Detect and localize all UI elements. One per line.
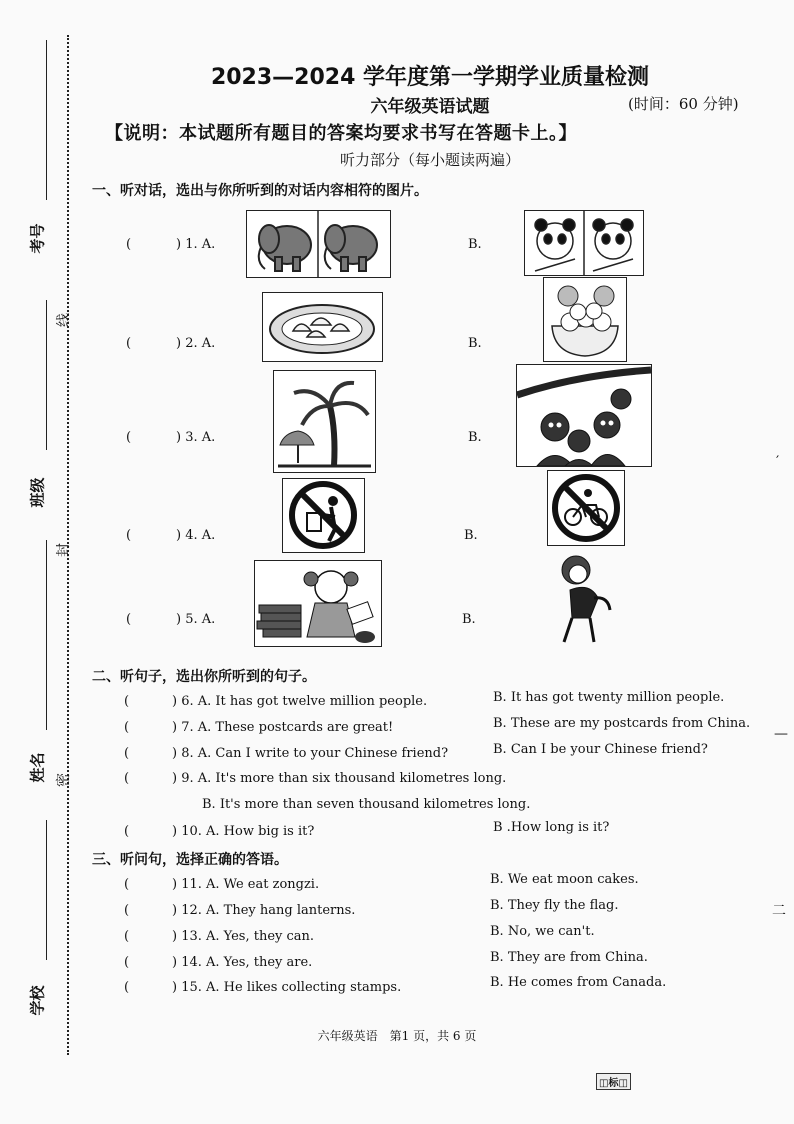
elephant-icon (246, 210, 391, 278)
question-7-option-b: B. These are my postcards from China. (493, 716, 751, 731)
palm-tree-icon (273, 370, 376, 473)
question-10: ) 10. A. How big is it? (172, 824, 315, 839)
listening-heading: 听力部分（每小题读两遍） (339, 151, 520, 169)
answer-paren: ( (124, 877, 130, 892)
question-10-option-b: B .How long is it? (493, 820, 610, 835)
exam-time: (时间：60 分钟) (628, 95, 739, 113)
question-5: ) 5. A. (176, 612, 216, 627)
exam-number-label: 考号 (28, 223, 47, 254)
edge-mark: — (774, 726, 788, 742)
question-1: ) 1. A. (176, 237, 216, 252)
answer-paren: ( (126, 237, 132, 252)
class-rule (46, 300, 47, 450)
question-8: ) 8. A. Can I write to your Chinese friend? (172, 746, 449, 761)
question-11-option-b: B. We eat moon cakes. (490, 872, 639, 887)
option-b-label: B. (468, 237, 482, 252)
answer-paren: ( (126, 430, 132, 445)
school-label: 学校 (28, 985, 47, 1016)
no-cycling-icon (547, 470, 625, 546)
option-b-label: B. (464, 528, 478, 543)
question-3: ) 3. A. (176, 430, 216, 445)
question-4: ) 4. A. (176, 528, 216, 543)
section2-heading: 二、听句子，选出你所听到的句子。 (92, 669, 316, 685)
corner-stamp: ◫标◫ (596, 1073, 631, 1090)
name-rule (46, 540, 47, 730)
tangyuan-icon (543, 277, 627, 362)
seal-char-secret: 密 (56, 773, 72, 787)
question-14: ) 14. A. Yes, they are. (172, 955, 313, 970)
answer-paren: ( (124, 955, 130, 970)
school-rule (46, 820, 47, 960)
answer-paren: ( (124, 929, 130, 944)
option-b-label: B. (462, 612, 476, 627)
question-8-option-b: B. Can I be your Chinese friend? (493, 742, 708, 757)
question-12-option-b: B. They fly the flag. (490, 898, 619, 913)
question-15-option-b: B. He comes from Canada. (490, 975, 667, 990)
seal-char-line: 线 (56, 313, 72, 327)
edge-mark: ′ (776, 454, 780, 470)
answer-paren: ( (124, 771, 130, 786)
panda-icon (524, 210, 644, 276)
option-b-label: B. (468, 336, 482, 351)
question-9: ) 9. A. It's more than six thousand kilometres long. (172, 771, 507, 786)
section1-heading: 一、听对话，选出与你所听到的对话内容相符的图片。 (92, 183, 428, 199)
section3-heading: 三、听问句，选择正确的答语。 (92, 852, 288, 868)
question-7: ) 7. A. These postcards are great! (172, 720, 394, 735)
question-14-option-b: B. They are from China. (490, 950, 648, 965)
monkeys-icon (516, 364, 652, 467)
page-footer: 六年级英语 第1 页，共 6 页 (317, 1029, 477, 1043)
answer-paren: ( (124, 980, 130, 995)
question-13-option-b: B. No, we can't. (490, 924, 595, 939)
answer-paren: ( (124, 746, 130, 761)
no-littering-icon (282, 478, 365, 553)
page-subtitle: 六年级英语试题 (370, 97, 490, 117)
exam-note: 【说明：本试题所有题目的答案均要求书写在答题卡上。】 (105, 123, 577, 144)
question-12: ) 12. A. They hang lanterns. (172, 903, 356, 918)
answer-paren: ( (124, 694, 130, 709)
question-2: ) 2. A. (176, 336, 216, 351)
option-b-label: B. (468, 430, 482, 445)
question-15: ) 15. A. He likes collecting stamps. (172, 980, 402, 995)
girl-reading-icon (254, 560, 382, 647)
question-13: ) 13. A. Yes, they can. (172, 929, 315, 944)
edge-mark: 二 (772, 903, 786, 919)
class-label: 班级 (28, 477, 47, 508)
question-6-option-b: B. It has got twenty million people. (493, 690, 725, 705)
answer-paren: ( (126, 528, 132, 543)
page-title: 2023—2024 学年度第一学期学业质量检测 (210, 65, 650, 90)
name-label: 姓名 (28, 752, 47, 783)
question-9-option-b: B. It's more than seven thousand kilometres long. (202, 797, 531, 812)
question-6: ) 6. A. It has got twelve million people. (172, 694, 428, 709)
dumplings-icon (262, 292, 383, 362)
answer-paren: ( (124, 824, 130, 839)
answer-paren: ( (126, 612, 132, 627)
dancer-icon (550, 552, 614, 645)
seal-char-seal: 封 (56, 543, 72, 557)
answer-paren: ( (124, 903, 130, 918)
question-11: ) 11. A. We eat zongzi. (172, 877, 320, 892)
answer-paren: ( (124, 720, 130, 735)
answer-paren: ( (126, 336, 132, 351)
